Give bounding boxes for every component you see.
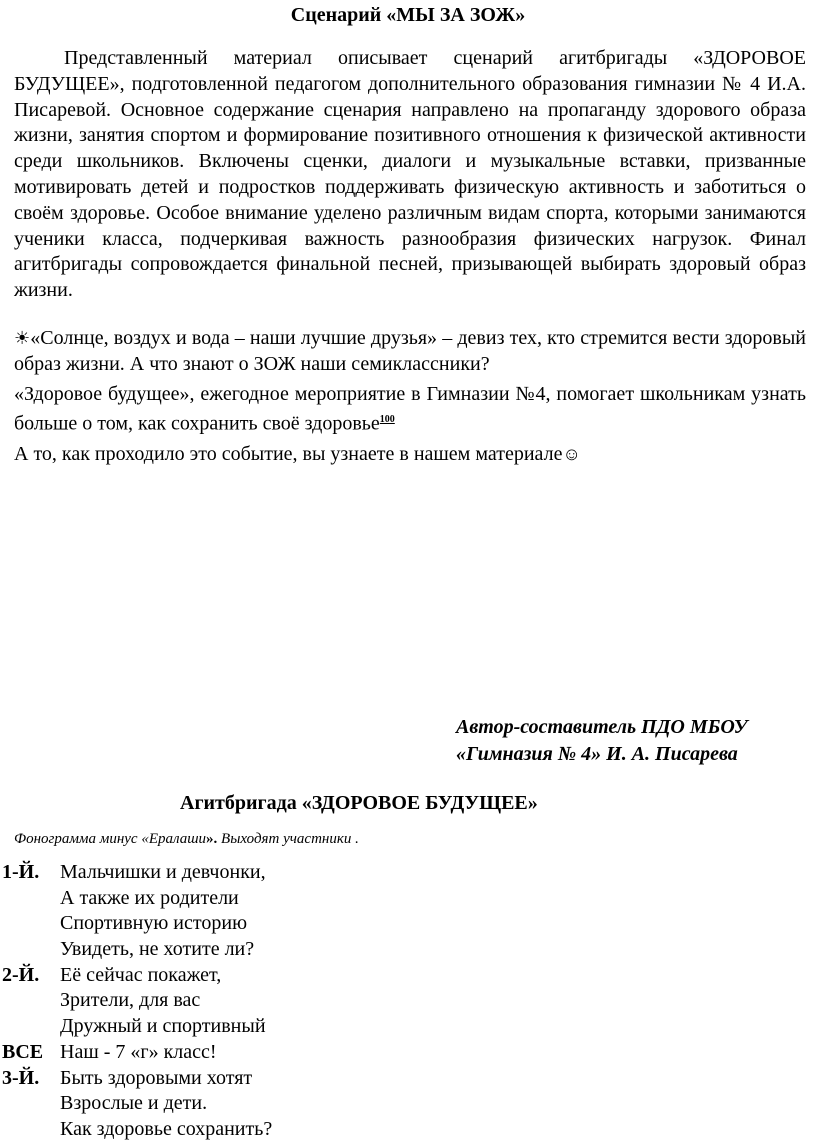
event-paragraph	[14, 381, 806, 437]
line-text: Дружный и спортивный	[60, 1015, 266, 1038]
script-line	[0, 886, 816, 912]
phonogram-part-2: Выходят участники .	[217, 831, 359, 847]
line-text: Спортивную историю	[60, 912, 248, 935]
line-text: Быть здоровыми хотят	[60, 1066, 253, 1089]
speaker-label	[0, 1014, 60, 1040]
script-line	[0, 911, 816, 937]
section-subtitle: Агитбригада «ЗДОРОВОЕ БУДУЩЕЕ»	[180, 792, 538, 814]
line-text: Увидеть, не хотите ли?	[60, 938, 255, 961]
script-line	[0, 1066, 816, 1092]
speaker-label: 2-Й.	[2, 963, 40, 986]
speaker-label	[0, 1117, 60, 1143]
author-line-1: Автор-составитель ПДО МБОУ	[456, 716, 748, 738]
document-title: Сценарий «МЫ ЗА ЗОЖ»	[290, 4, 526, 26]
line-text: Как здоровье сохранить?	[60, 1117, 273, 1140]
script-line	[0, 1091, 816, 1117]
line-text: Её сейчас покажет,	[60, 963, 222, 986]
closing-text: А то, как проходило это событие, вы узнаете в нашем материале	[14, 442, 563, 465]
author-signature	[456, 714, 806, 768]
speaker-label	[0, 988, 60, 1014]
closing-paragraph	[14, 441, 806, 467]
script-line	[0, 1040, 816, 1066]
phonogram-mark: ».	[206, 831, 218, 847]
smile-icon: ☺	[562, 443, 581, 464]
speaker-label: ВСЕ	[2, 1040, 44, 1063]
speaker-label	[0, 937, 60, 963]
sun-icon: ☀	[14, 328, 31, 348]
motto-text: «Солнце, воздух и вода – наши лучшие друзья» – девиз тех, кто стремится вести здоровый образ жизни. А что знают о ЗОЖ наши семиклассники?	[14, 327, 807, 375]
script-line	[0, 1014, 816, 1040]
line-text: Наш - 7 «г» класс!	[60, 1040, 217, 1063]
phonogram-part-1: Фонограмма минус «Ералаши	[14, 831, 207, 847]
announcement-block	[14, 325, 806, 467]
line-text: А также их родители	[60, 886, 239, 909]
author-line-2: «Гимназия № 4» И. А. Писарева	[456, 743, 738, 765]
script-line	[0, 988, 816, 1014]
speaker-label: 1-Й.	[2, 861, 40, 883]
script-lines	[0, 860, 816, 1143]
line-text: Мальчишки и девчонки,	[60, 861, 266, 883]
intro-paragraph: Представленный материал описывает сценарий агитбригады «ЗДОРОВОЕ БУДУЩЕЕ», подготовленной педагогом дополнительного образования гимназии № 4 И.А. Писаревой. Основное содержание сценария направлено на пропаганду здорового образа жизни, занятия спортом и формирование позитивного отношения к физической активности среди школьников. Включены сценки, диалоги и музыкальные вставки, призванные мотивировать детей и подростков поддерживать физическую активность и заботиться о своём здоровье. Особое внимание уделено различным видам спорта, которыми занимаются ученики класса, подчеркивая важность разнообразия физических нагрузок. Финал агитбригады сопровождается финальной песней, призывающей выбирать здоровый образ жизни.	[14, 47, 806, 302]
speaker-label	[0, 886, 60, 912]
line-text: Взрослые и дети.	[60, 1092, 208, 1115]
speaker-label: 3-Й.	[2, 1066, 40, 1089]
phonogram-note	[14, 829, 359, 849]
event-text: «Здоровое будущее», ежегодное мероприятие в Гимназии №4, помогает школьникам узнать больше о том, как сохранить своё здоровье	[14, 383, 806, 435]
speaker-label	[0, 911, 60, 937]
line-text: Зрители, для вас	[60, 989, 201, 1012]
script-line	[0, 1117, 816, 1143]
speaker-label	[0, 1091, 60, 1117]
script-line	[0, 963, 816, 989]
motto-paragraph	[14, 325, 806, 377]
hundred-badge-icon: 100	[379, 414, 395, 425]
script-line	[0, 937, 816, 963]
script-line	[0, 860, 816, 886]
